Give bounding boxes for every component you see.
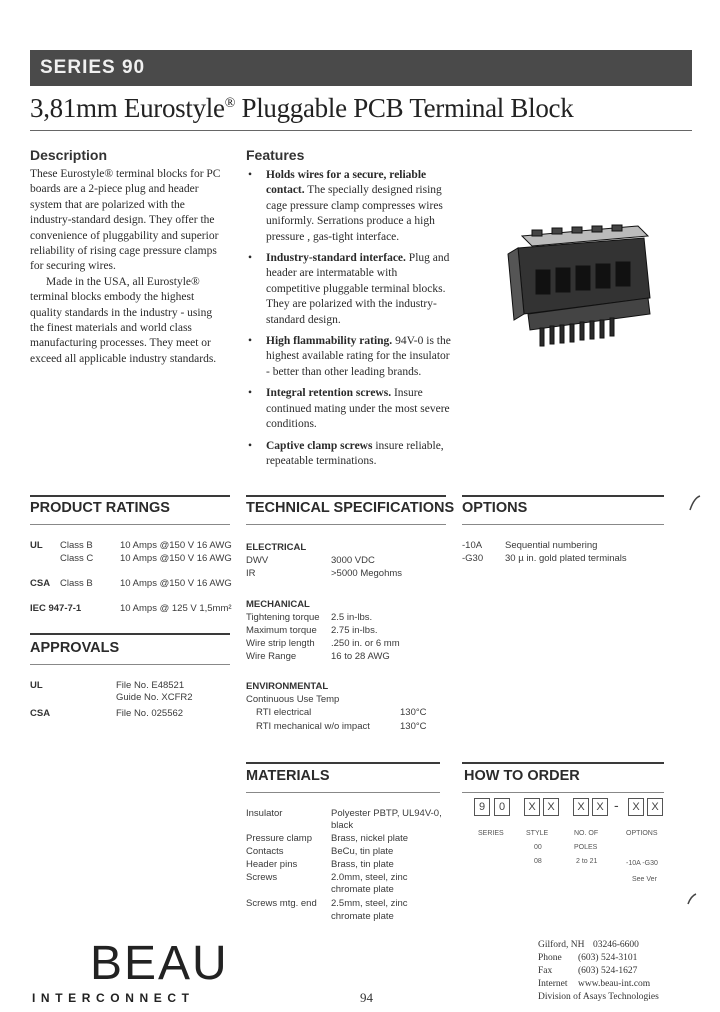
material-key: Pressure clamp [246,833,312,844]
order-heading: HOW TO ORDER [464,768,580,784]
spec-value: >5000 Megohms [331,568,403,579]
terminal-block-photo [488,218,660,358]
approval-agency: UL [30,680,43,691]
options-rule [462,495,664,497]
approvals-rule [30,633,230,635]
order-options-value: -10A -G30 [626,860,658,867]
contact-key: Gilford, NH [538,940,585,950]
spec-key: IR [246,568,256,579]
approval-file: File No. E48521 [116,680,185,691]
division-note: Division of Asays Technologies [538,992,659,1002]
title-suffix: Pluggable PCB Terminal Block [235,93,574,123]
material-key: Header pins [246,859,298,870]
feature-item: • High flammability rating. 94V-0 is the highest available rating for the insulator - better than other leading brands. [248,335,451,378]
order-poles-value: 2 to 21 [576,858,598,865]
ratings-rule [30,495,230,497]
materials-heading: MATERIALS [246,768,330,784]
spec-key: Tightening torque [246,612,320,623]
rating-value: 10 Amps @150 V 16 AWG [120,540,232,551]
spec-value: 3000 VDC [331,555,375,566]
option-desc: 30 µ in. gold plated terminals [505,553,627,564]
electrical-label: ELECTRICAL [246,542,307,553]
material-key: Contacts [246,846,284,857]
feature-item: • Captive clamp screws insure reliable, repeatable terminations. [248,439,444,467]
spec-value: 130°C [400,707,427,718]
material-value: Brass, tin plate [331,859,394,870]
ratings-underline [30,524,230,525]
spec-key: Wire Range [246,651,297,662]
options-underline [462,524,664,525]
spec-value: .250 in. or 6 mm [331,638,400,649]
ratings-heading: PRODUCT RATINGS [30,500,170,516]
spec-value: 16 to 28 AWG [331,651,390,662]
rating-agency: IEC 947-7-1 [30,603,82,614]
option-code: -10A [462,540,483,551]
material-value: Polyester PBTP, UL94V-0, [331,808,442,819]
description-heading: Description [30,147,108,163]
material-value-cont: black [331,820,354,831]
feature-item: • Integral retention screws. Insure continued mating under the most severe conditions. [248,387,450,431]
order-options-note: See Ver [632,876,657,883]
hole-punch-icon [686,892,698,906]
approval-agency: CSA [30,708,51,719]
feature-item: • Industry-standard interface. Plug and header are intermatable with competitive pluggable terminal blocks. They are polarized with the industry-standard design. [248,252,450,326]
environmental-label: ENVIRONMENTAL [246,681,329,692]
contact-value: (603) 524-3101 [578,953,638,963]
page-number: 94 [360,990,373,1005]
approvals-heading: APPROVALS [30,640,120,656]
spec-value: 2.75 in-lbs. [331,625,378,636]
options-heading: OPTIONS [462,500,528,516]
order-box: X [543,798,559,816]
rating-value: 10 Amps @150 V 16 AWG [120,553,232,564]
contact-value: (603) 524-1627 [578,966,638,976]
material-value: 2.0mm, steel, zinc [331,872,408,883]
spec-key: DWV [246,555,269,566]
contact-key: Internet [538,979,568,989]
description-text [30,167,226,367]
approvals-underline [30,664,230,665]
order-style-value: 08 [534,858,542,865]
features-list [246,168,454,475]
spec-key: Wire strip length [246,638,315,649]
order-box: X [628,798,644,816]
order-label-series: SERIES [478,830,504,837]
material-key: Insulator [246,808,283,819]
material-value: BeCu, tin plate [331,846,394,857]
order-label-style: STYLE [526,830,549,837]
rating-value: 10 Amps @ 125 V 1,5mm² [120,603,232,614]
order-underline [462,792,664,793]
title-prefix: 3,81mm Eurostyle [30,93,225,123]
order-dash: - [614,797,619,813]
order-box: 9 [474,798,490,816]
beau-logo: BEAU [90,937,229,990]
contact-key: Fax [538,966,553,976]
spec-key: RTI electrical [256,707,312,718]
order-box: X [573,798,589,816]
series-label: SERIES 90 [40,57,146,78]
description-para-2: Made in the USA, all Eurostyle® terminal blocks embody the highest quality standards in the industry - using the finest materials and world class manufacturing processes. They meet or exceed all applicable industry standards. [30,275,217,365]
material-key: Screws mtg. end [246,898,317,909]
option-desc: Sequential numbering [505,540,598,551]
tech-underline [246,524,446,525]
rating-class: Class C [60,553,94,564]
option-code: -G30 [462,553,484,564]
contact-value: 03246-6600 [593,940,639,950]
rating-agency: UL [30,540,43,551]
title-divider [30,130,692,131]
order-box: X [647,798,663,816]
mechanical-label: MECHANICAL [246,599,310,610]
rating-class: Class B [60,540,93,551]
materials-underline [246,792,440,793]
interconnect-wordmark: INTERCONNECT [32,991,195,1005]
rating-class: Class B [60,578,93,589]
approval-file: File No. 025562 [116,708,184,719]
material-value-cont: chromate plate [331,884,394,895]
order-box: X [524,798,540,816]
order-label-poles-2: POLES [574,844,598,851]
material-value: 2.5mm, steel, zinc [331,898,408,909]
order-style-value: 00 [534,844,542,851]
rating-agency: CSA [30,578,51,589]
order-box: 0 [494,798,510,816]
tech-heading: TECHNICAL SPECIFICATIONS [246,500,455,516]
registered-mark: ® [224,96,236,111]
order-label-options: OPTIONS [626,830,658,837]
order-box: X [592,798,608,816]
spec-key: RTI mechanical w/o impact [256,721,370,732]
feature-item: • Holds wires for a secure, reliable contact. The specially designed rising cage pressure clamp compresses wires uniformly. Serrations produce a high pressure , gas-tight interface. [248,169,443,243]
materials-rule [246,762,440,764]
spec-key: Maximum torque [246,625,317,636]
hole-punch-icon [688,494,702,512]
material-key: Screws [246,872,278,883]
approval-guide: Guide No. XCFR2 [116,692,193,703]
environmental-sub: Continuous Use Temp [246,694,340,705]
order-rule [462,762,664,764]
description-para-1: These Eurostyle® terminal blocks for PC boards are a 2-piece plug and header system that are polarized with the industry-standard design. They offer the convenience of pluggability and superior reliability of rising cage pressure clamps for securing wires. [30,168,221,273]
page-title [30,93,573,124]
rating-value: 10 Amps @150 V 16 AWG [120,578,232,589]
contact-key: Phone [538,953,562,963]
tech-rule [246,495,446,497]
spec-value: 130°C [400,721,427,732]
spec-value: 2.5 in-lbs. [331,612,373,623]
contact-value: www.beau-int.com [578,979,651,989]
order-label-poles: NO. OF [574,830,599,837]
features-heading: Features [246,147,305,163]
material-value: Brass, nickel plate [331,833,409,844]
material-value-cont: chromate plate [331,911,394,922]
